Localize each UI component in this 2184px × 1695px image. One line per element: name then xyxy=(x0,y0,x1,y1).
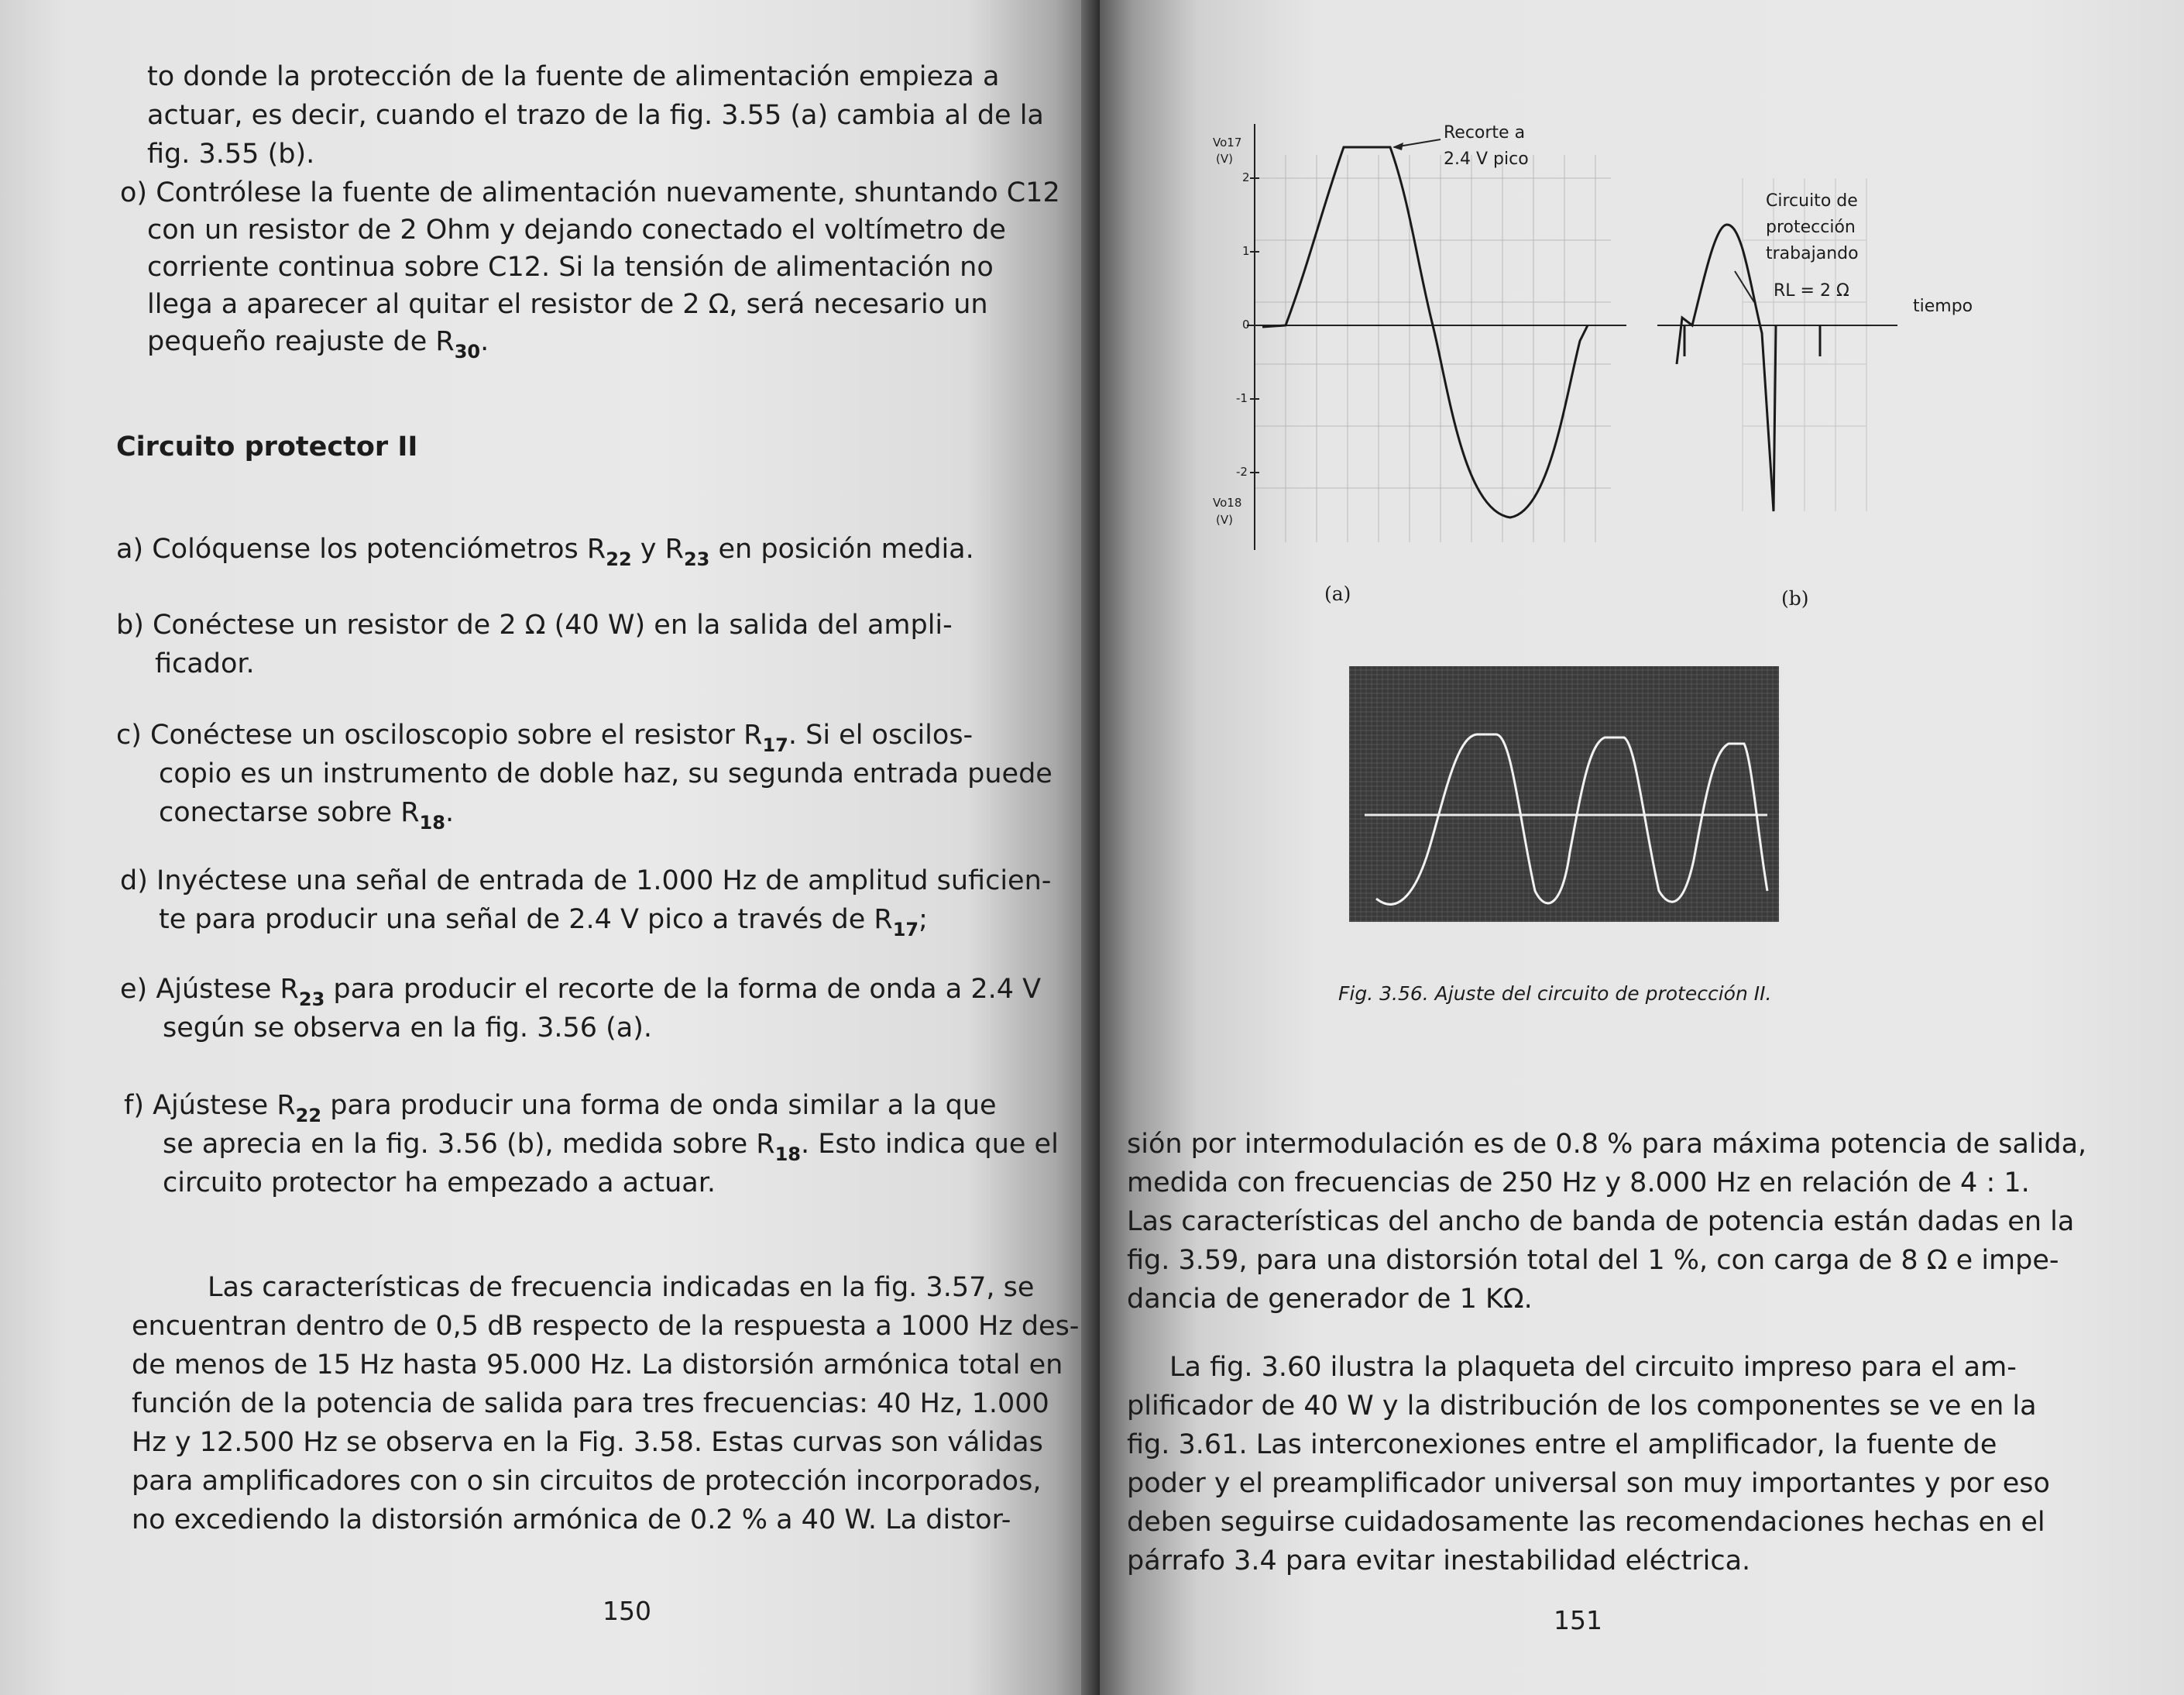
text-run: conectarse sobre R xyxy=(159,797,420,828)
right-text-line xyxy=(1169,1348,2017,1387)
left-text-line xyxy=(132,1501,1011,1539)
subscript: 22 xyxy=(295,1105,322,1126)
subscript: 22 xyxy=(606,548,632,570)
text-run: ficador. xyxy=(155,648,255,679)
left-text-line xyxy=(132,1346,1063,1384)
text-run: a) Colóquense los potenciómetros R xyxy=(116,534,606,565)
text-run: actuar, es decir, cuando el trazo de la fig. 3.55 (a) cambia al de la xyxy=(147,100,1044,131)
text-run: medida con frecuencias de 250 Hz y 8.000 Hz en relación de 4 : 1. xyxy=(1127,1167,2030,1198)
oscilloscope-photo xyxy=(1349,666,1779,922)
left-text-line xyxy=(120,174,1060,212)
subscript: 30 xyxy=(454,341,481,363)
subscript: 17 xyxy=(892,919,919,940)
tick-2: 2 xyxy=(1242,170,1250,184)
figure-3-56-waveforms xyxy=(1208,108,1983,620)
section-heading xyxy=(116,428,417,466)
left-text-line xyxy=(147,248,994,287)
figure-caption: Fig. 3.56. Ajuste del circuito de protección II. xyxy=(1338,982,1772,1005)
text-run: . Si el oscilos- xyxy=(788,720,974,751)
text-run: te para producir una señal de 2.4 V pico a través de R xyxy=(159,904,893,935)
text-run: llega a aparecer al quitar el resistor de 2 Ω, será necesario un xyxy=(147,289,988,320)
tick-1: 1 xyxy=(1242,244,1250,258)
left-text-line xyxy=(159,793,454,834)
left-text-line xyxy=(132,1423,1043,1462)
left-text-line xyxy=(116,530,974,571)
y-axis-top-label: Vo17 xyxy=(1213,136,1242,150)
left-text-line xyxy=(155,645,255,683)
tick-0: 0 xyxy=(1242,318,1250,332)
text-run: encuentran dentro de 0,5 dB respecto de la respuesta a 1000 Hz des- xyxy=(132,1311,1080,1342)
text-run: de menos de 15 Hz hasta 95.000 Hz. La distorsión armónica total en xyxy=(132,1349,1063,1380)
text-run: pequeño reajuste de R xyxy=(147,326,455,357)
figure-label-b: (b) xyxy=(1781,587,1809,610)
left-text-line xyxy=(124,1086,997,1127)
text-run: circuito protector ha empezado a actuar. xyxy=(163,1167,716,1198)
y-axis-bottom-unit: (V) xyxy=(1216,513,1233,527)
annotation-clip-line1: Recorte a xyxy=(1444,123,1526,143)
text-run: d) Inyéctese una señal de entrada de 1.000 Hz de amplitud suficien- xyxy=(120,865,1052,896)
subscript: 23 xyxy=(683,548,710,570)
right-text-line xyxy=(1127,1164,2030,1202)
text-run: . xyxy=(480,326,489,357)
left-text-line xyxy=(116,606,953,645)
left-text-line xyxy=(147,96,1044,135)
text-run: e) Ajústese R xyxy=(120,974,299,1005)
subscript: 17 xyxy=(762,734,788,756)
left-text-line xyxy=(147,211,1006,249)
text-run: para producir una forma de onda similar a la que xyxy=(321,1090,997,1121)
left-text-line xyxy=(116,716,973,757)
text-run: poder y el preamplificador universal son muy importantes y por eso xyxy=(1127,1468,2050,1499)
text-run: función de la potencia de salida para tres frecuencias: 40 Hz, 1.000 xyxy=(132,1388,1049,1419)
text-run: deben seguirse cuidadosamente las recomendaciones hechas en el xyxy=(1127,1507,2045,1538)
text-run: f) Ajústese R xyxy=(124,1090,296,1121)
subscript: 18 xyxy=(774,1143,801,1165)
right-text-line xyxy=(1127,1464,2050,1503)
page-number: 150 xyxy=(603,1596,651,1626)
annotation-rl: RL = 2 Ω xyxy=(1774,281,1849,301)
text-run: ; xyxy=(919,904,928,935)
text-run: no excediendo la distorsión armónica de 0.2 % a 40 W. La distor- xyxy=(132,1504,1011,1535)
text-run: copio es un instrumento de doble haz, su segunda entrada puede xyxy=(159,758,1053,789)
left-text-line xyxy=(132,1384,1049,1423)
annotation-time: tiempo xyxy=(1913,297,1973,316)
text-run: o) Contrólese la fuente de alimentación nuevamente, shuntando C12 xyxy=(120,177,1060,208)
tick-minus-2: -2 xyxy=(1236,465,1248,479)
page-number: 151 xyxy=(1554,1605,1602,1635)
y-axis-bottom-label: Vo18 xyxy=(1213,496,1242,510)
right-text-line xyxy=(1127,1125,2086,1164)
text-run: Las características del ancho de banda de potencia están dadas en la xyxy=(1127,1206,2075,1237)
text-run: fig. 3.55 (b). xyxy=(147,139,315,170)
left-text-line xyxy=(163,1009,652,1047)
text-run: to donde la protección de la fuente de alimentación empieza a xyxy=(147,61,1000,92)
right-text-line xyxy=(1127,1542,1750,1580)
left-text-line xyxy=(147,322,489,363)
text-run: se aprecia en la fig. 3.56 (b), medida sobre R xyxy=(163,1129,775,1160)
left-text-line xyxy=(147,135,314,174)
y-axis-top-unit: (V) xyxy=(1216,152,1233,166)
left-text-line xyxy=(120,861,1051,900)
text-run: dancia de generador de 1 KΩ. xyxy=(1127,1284,1533,1315)
right-text-line xyxy=(1127,1241,2059,1280)
text-run: corriente continua sobre C12. Si la tensión de alimentación no xyxy=(147,252,994,283)
text-run: con un resistor de 2 Ohm y dejando conectado el voltímetro de xyxy=(147,215,1006,246)
text-run: c) Conéctese un osciloscopio sobre el resistor R xyxy=(116,720,763,751)
left-text-line xyxy=(159,755,1053,793)
text-run: . xyxy=(445,797,455,828)
right-text-line xyxy=(1127,1202,2074,1241)
annotation-circuit-line3: trabajando xyxy=(1766,244,1859,263)
text-run: Hz y 12.500 Hz se observa en la Fig. 3.58. Estas curvas son válidas xyxy=(132,1427,1043,1458)
right-text-line xyxy=(1127,1425,1997,1464)
text-run: . Esto indica que el xyxy=(800,1129,1059,1160)
left-text-line xyxy=(120,970,1041,1011)
text-run: Las características de frecuencia indicadas en la fig. 3.57, se xyxy=(208,1272,1035,1303)
left-text-line xyxy=(163,1125,1059,1166)
text-run: párrafo 3.4 para evitar inestabilidad eléctrica. xyxy=(1127,1545,1751,1576)
right-text-line xyxy=(1127,1280,1533,1319)
text-run: en posición media. xyxy=(709,534,974,565)
text-run: b) Conéctese un resistor de 2 Ω (40 W) en la salida del ampli- xyxy=(116,610,953,641)
subscript: 23 xyxy=(298,988,325,1010)
annotation-circuit-line1: Circuito de xyxy=(1766,191,1858,211)
left-text-line xyxy=(147,57,999,96)
subscript: 18 xyxy=(419,812,445,834)
text-run: y R xyxy=(631,534,684,565)
figure-label-a: (a) xyxy=(1324,583,1351,605)
right-text-line xyxy=(1127,1387,2037,1425)
text-run: Circuito protector II xyxy=(116,431,418,462)
text-run: fig. 3.61. Las interconexiones entre el amplificador, la fuente de xyxy=(1127,1429,1997,1460)
text-run: fig. 3.59, para una distorsión total del 1 %, con carga de 8 Ω e impe- xyxy=(1127,1245,2059,1276)
right-text-line xyxy=(1127,1503,2045,1542)
text-run: plificador de 40 W y la distribución de los componentes se ve en la xyxy=(1127,1391,2037,1422)
left-text-line xyxy=(147,285,988,324)
text-run: La fig. 3.60 ilustra la plaqueta del circuito impreso para el am- xyxy=(1169,1352,2017,1383)
left-text-line xyxy=(163,1164,716,1202)
annotation-circuit-line2: protección xyxy=(1766,218,1856,237)
left-text-line xyxy=(208,1268,1034,1307)
left-text-line xyxy=(132,1462,1041,1501)
tick-minus-1: -1 xyxy=(1236,391,1248,405)
left-text-line xyxy=(132,1307,1079,1346)
left-text-line xyxy=(159,900,928,941)
annotation-clip-line2: 2.4 V pico xyxy=(1444,150,1529,169)
text-run: sión por intermodulación es de 0.8 % para máxima potencia de salida, xyxy=(1127,1129,2087,1160)
text-run: para amplificadores con o sin circuitos de protección incorporados, xyxy=(132,1466,1042,1497)
text-run: para producir el recorte de la forma de onda a 2.4 V xyxy=(325,974,1042,1005)
text-run: según se observa en la fig. 3.56 (a). xyxy=(163,1013,653,1043)
